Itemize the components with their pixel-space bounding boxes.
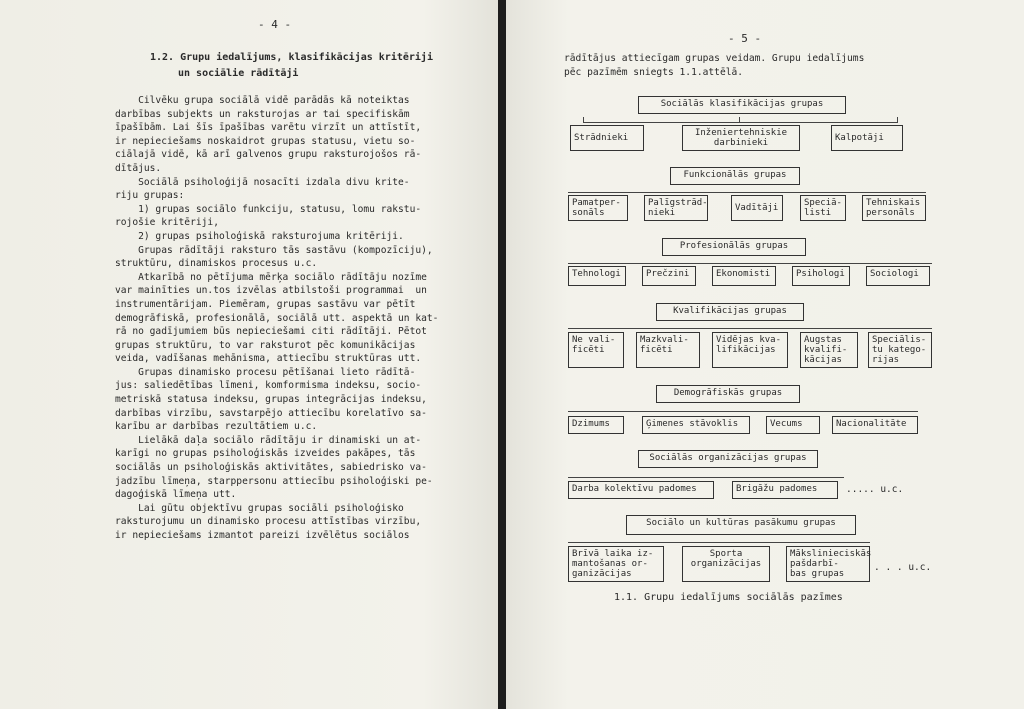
body-line: demogrāfiskā, profesionālā, sociālā utt. aspektā un kat- <box>115 312 439 324</box>
intro-text <box>564 52 864 80</box>
body-line: rojošie kritēriji, <box>115 217 219 229</box>
social-org-groups-title: Sociālās organizācijas grupas <box>638 450 818 468</box>
body-line: darbības subjekts un raksturojas ar tai specifiskām <box>115 108 410 120</box>
body-line: jus: saliedētības līmeni, komformisma indeksu, socio- <box>115 380 422 392</box>
functional-item-specialists: Speciā- listi <box>800 195 846 221</box>
professional-item-economists: Ekonomisti <box>712 266 776 286</box>
functional-item-auxiliary: Palīgstrād- nieki <box>644 195 708 221</box>
body-line: dītājus. <box>115 162 162 174</box>
body-line: instrumentārijam. Piemēram, grupas sastāvu var pētīt <box>115 298 416 310</box>
functional-item-managers: Vadītāji <box>731 195 783 221</box>
cultural-groups-title: Sociālo un kultūras pasākumu grupas <box>626 515 856 535</box>
demographic-item-nationality: Nacionalitāte <box>832 416 918 434</box>
body-line: darbības virzību, savstarpējo attiecību korelatīvo sa- <box>115 407 427 419</box>
body-line: Atkarībā no pētījuma mērķa sociālo rādītāju nozīme <box>115 271 427 283</box>
section-heading-line-1: 1.2. Grupu iedalījums, klasifikācijas kritēriji <box>150 52 433 63</box>
social-org-item-brigade-councils: Brigāžu padomes <box>732 481 838 499</box>
intro-line-2: pēc pazīmēm sniegts 1.1.attēlā. <box>564 67 744 78</box>
social-class-item-workers: Strādnieki <box>570 125 644 151</box>
demographic-item-age: Vecums <box>766 416 820 434</box>
body-line: metriskā statusa indeksu, grupas integrācijas indeksu, <box>115 394 427 406</box>
cultural-etc: . . . u.c. <box>874 562 932 573</box>
qualification-item-high: Augstas kvalifi- kācijas <box>800 332 858 368</box>
body-line: Grupas dinamisko procesu pētīšanai lieto rādītā- <box>115 366 416 378</box>
body-line: sociālās un psiholoģiskās aktivitātes, sabiedrisko va- <box>115 462 427 474</box>
body-text <box>115 94 475 543</box>
body-line: karīgi no grupas psiholoģiskās izveides pakāpes, tās <box>115 448 416 460</box>
qualification-item-unskilled: Ne vali- ficēti <box>568 332 624 368</box>
cultural-item-sports: Sporta organizācijas <box>682 546 770 582</box>
section-heading <box>150 50 433 82</box>
functional-item-technical: Tehniskais personāls <box>862 195 926 221</box>
demographic-groups-title: Demogrāfiskās grupas <box>656 385 800 403</box>
body-line: veida, vadīšanas mehānisma, attiecību struktūras utt. <box>115 353 422 365</box>
qualification-item-low-skilled: Mazkvali- ficēti <box>636 332 700 368</box>
social-org-etc: ..... u.c. <box>846 484 904 495</box>
social-class-item-engineers: Inženiertehniskie darbinieki <box>682 125 800 151</box>
professional-item-commodity: Prečzini <box>642 266 696 286</box>
body-line: Grupas rādītāji raksturo tās sastāvu (kompozīciju), <box>115 244 433 256</box>
professional-groups-title: Profesionālās grupas <box>662 238 806 256</box>
qualification-groups-title: Kvalifikācijas grupas <box>656 303 804 321</box>
body-line: Sociālā psiholoģijā nosacīti izdala divu krite- <box>115 176 410 188</box>
body-line: raksturojumu un dinamisko procesu attīstības virzību, <box>115 516 422 528</box>
page-number-right: - 5 - <box>728 32 762 45</box>
qualification-item-specialist-categories: Speciālis- tu katego- rijas <box>868 332 932 368</box>
professional-item-sociologists: Sociologi <box>866 266 930 286</box>
body-line: Lielākā daļa sociālo rādītāju ir dinamiski un at- <box>115 434 422 446</box>
cultural-item-leisure: Brīvā laika iz- mantošanas or- ganizācijas <box>568 546 664 582</box>
functional-groups-title: Funkcionālās grupas <box>670 167 800 185</box>
section-heading-line-2: un sociālie rādītāji <box>178 68 299 79</box>
professional-item-technologists: Tehnologi <box>568 266 626 286</box>
body-line: riju grupas: <box>115 190 185 202</box>
body-line: ciālajā vidē, kā arī galvenos grupu raksturojošos rā- <box>115 149 422 161</box>
body-line: jadzību līmeņa, starppersonu attiecību psiholoģiski pe- <box>115 475 433 487</box>
demographic-item-marital-status: Ģimenes stāvoklis <box>642 416 750 434</box>
book-gutter <box>498 0 506 709</box>
qualification-item-medium: Vidējas kva- lifikācijas <box>712 332 788 368</box>
body-line: 1) grupas sociālo funkciju, statusu, lomu rakstu- <box>115 203 422 215</box>
social-class-item-clerks: Kalpotāji <box>831 125 903 151</box>
demographic-item-gender: Dzimums <box>568 416 624 434</box>
body-line: īpašībām. Lai šīs īpašības varētu virzīt un attīstīt, <box>115 122 422 134</box>
intro-line-1: rādītājus attiecīgam grupas veidam. Grupu iedalījums <box>564 53 865 64</box>
body-line: Lai gūtu objektīvu grupas sociāli psiholoģisko <box>115 502 404 514</box>
professional-item-psychologists: Psihologi <box>792 266 850 286</box>
left-page <box>0 0 498 709</box>
body-line: Cilvēku grupa sociālā vidē parādās kā noteiktas <box>115 95 410 106</box>
functional-item-core-staff: Pamatper- sonāls <box>568 195 628 221</box>
right-page <box>506 0 1024 709</box>
body-line: dagoģiskā līmeņa utt. <box>115 489 237 501</box>
body-line: grupas struktūru, to var raksturot pēc komunikācijas <box>115 339 416 351</box>
body-line: karību ar darbības rezultātiem u.c. <box>115 421 318 433</box>
body-line: ir nepieciešams noskaidrot grupas statusu, vietu so- <box>115 135 416 147</box>
cultural-item-amateur-arts: Mākslinieciskās pašdarbī- bas grupas <box>786 546 870 582</box>
body-line: 2) grupas psiholoģiskā raksturojuma kritēriji. <box>115 230 404 242</box>
body-line: ir nepieciešams izmantot pareizi izvēlētus sociālos <box>115 530 410 541</box>
page-number-left: - 4 - <box>258 18 292 31</box>
social-class-groups-title: Sociālās klasifikācijas grupas <box>638 96 846 114</box>
social-org-item-councils: Darba kolektīvu padomes <box>568 481 714 499</box>
figure-caption: 1.1. Grupu iedalījums sociālās pazīmes <box>614 592 843 603</box>
body-line: rā no gadījumiem būs nepieciešami citi rādītāji. Pētot <box>115 326 427 338</box>
body-line: struktūru, dinamiskos procesus u.c. <box>115 258 318 270</box>
body-line: var mainīties un.tos izvēlas atbilstoši programmai un <box>115 285 427 297</box>
